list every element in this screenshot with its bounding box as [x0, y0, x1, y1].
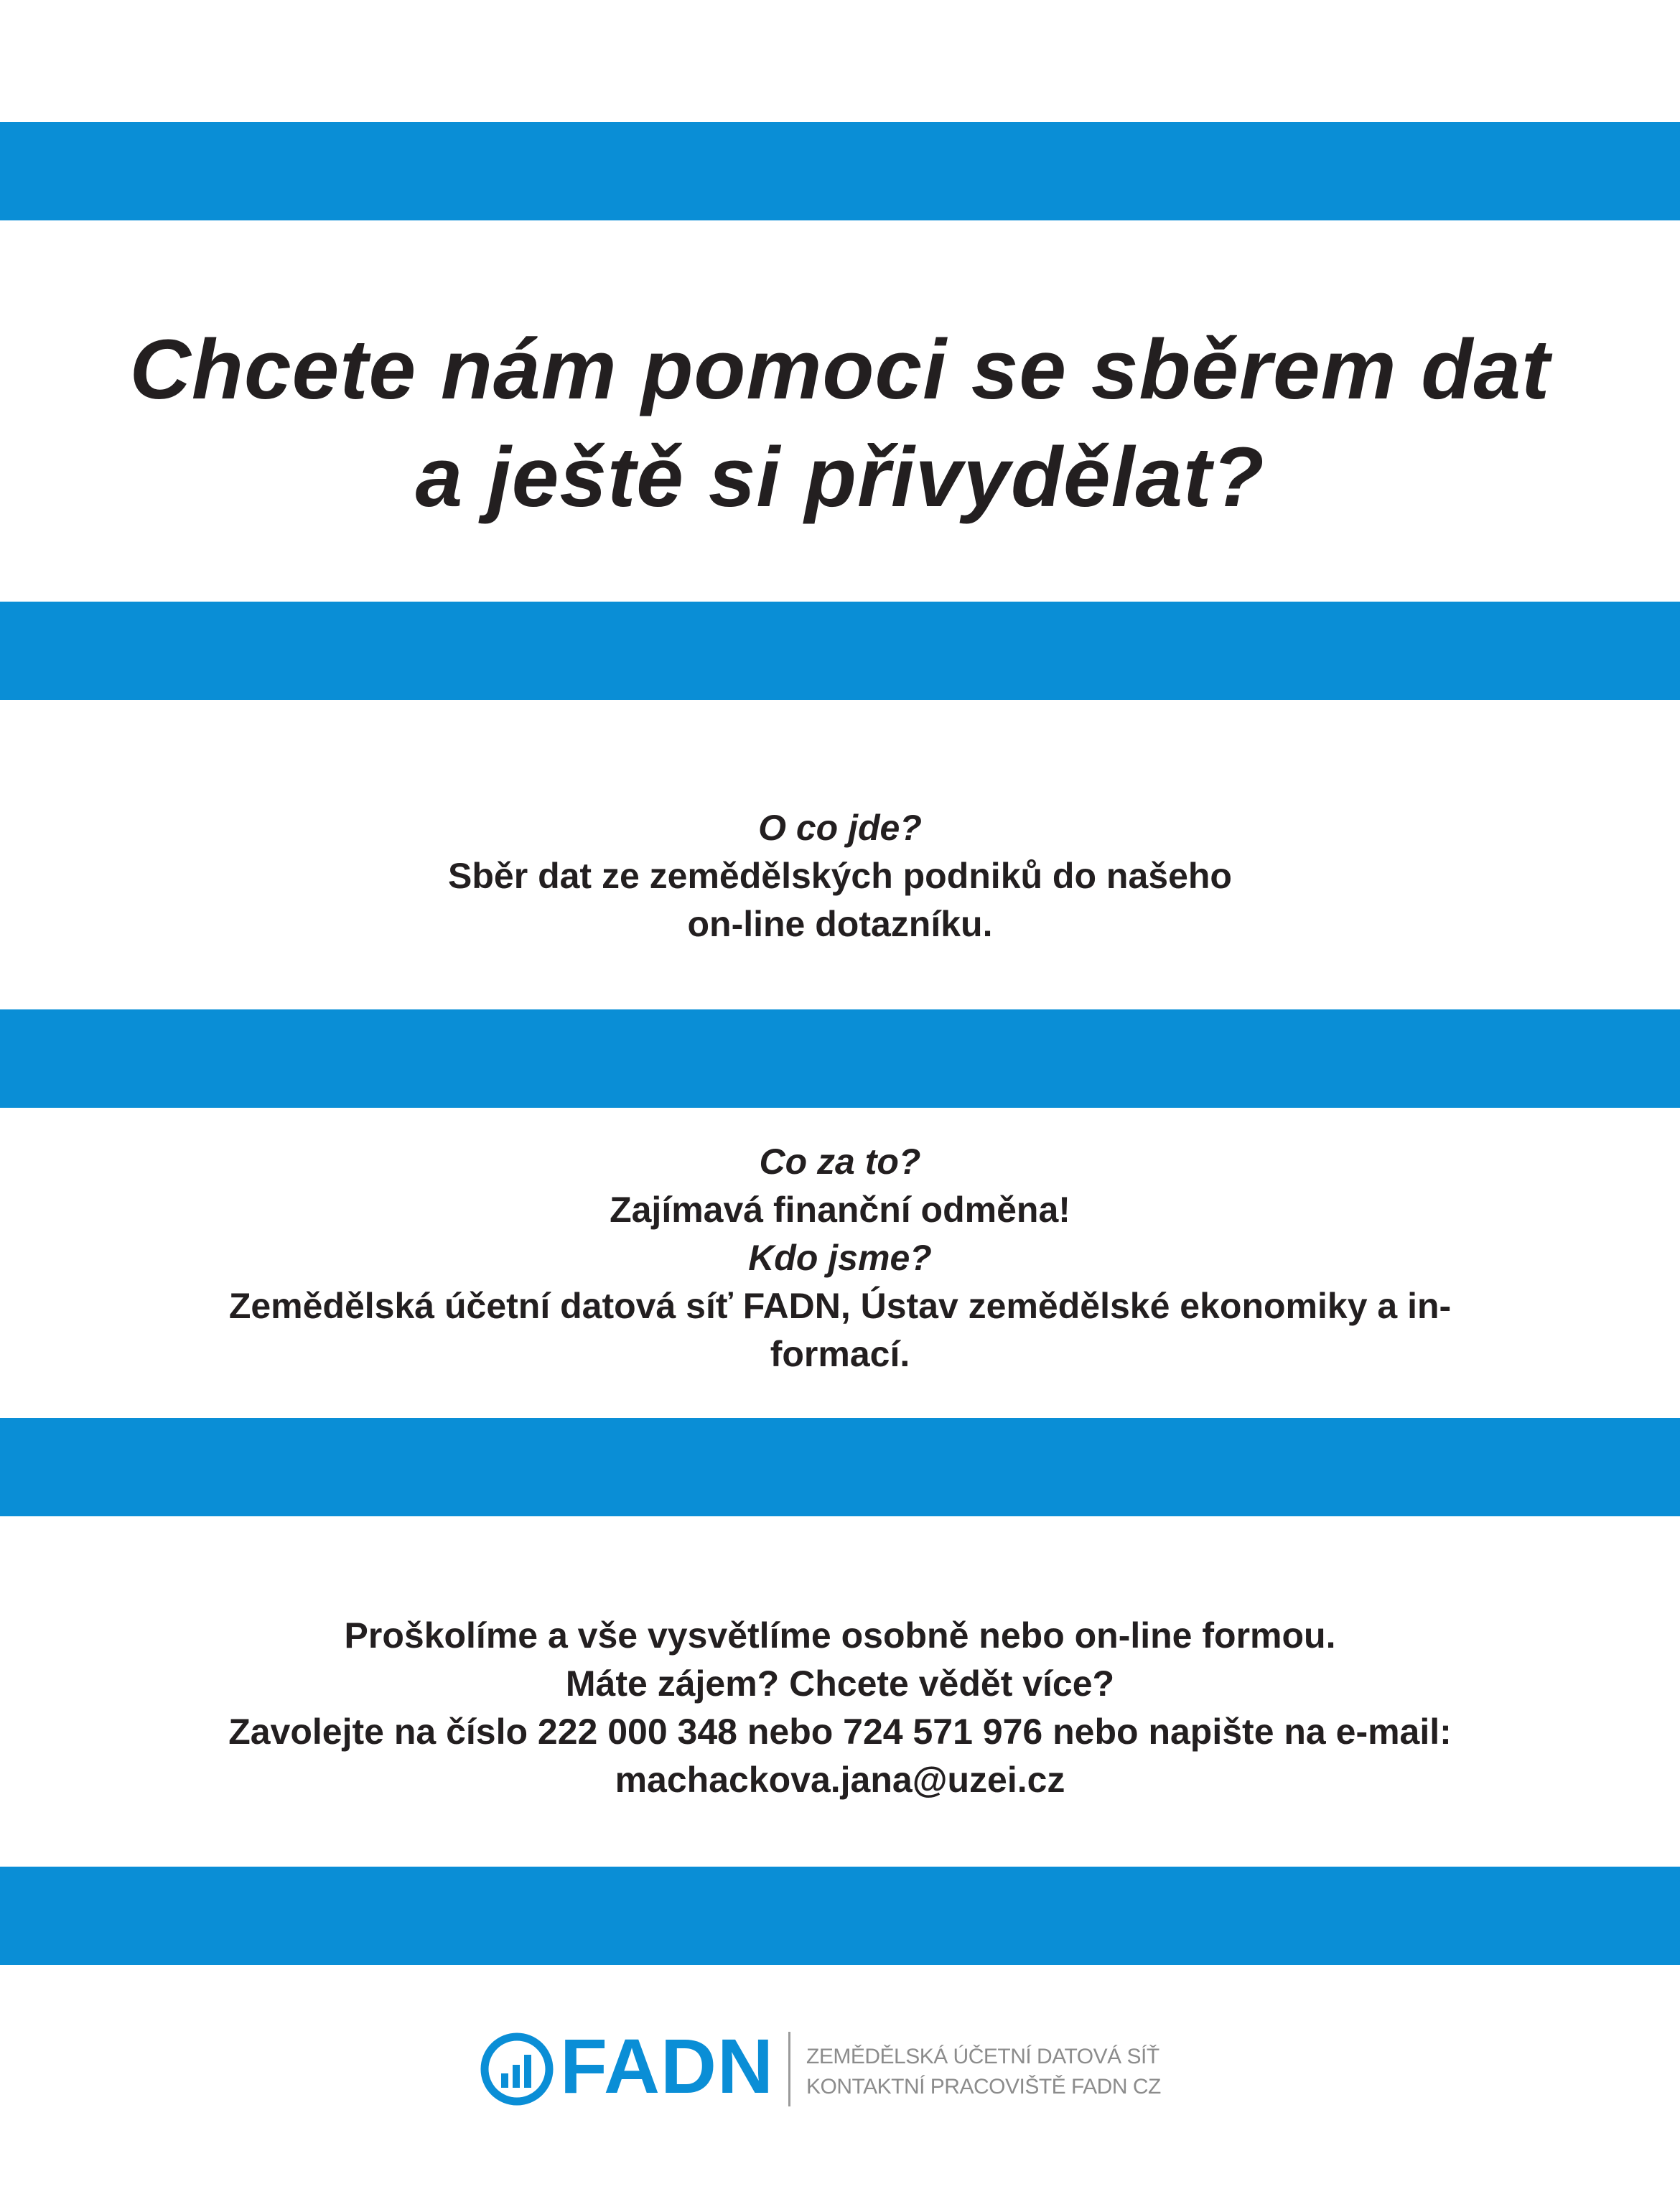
- fadn-logo: [480, 2022, 1198, 2109]
- logo-divider: [788, 2032, 790, 2106]
- headline: [0, 316, 1680, 531]
- logo-subtitle-line-1: ZEMĚDĚLSKÁ ÚČETNÍ DATOVÁ SÍŤ: [806, 2045, 1159, 2068]
- who-question: Kdo jsme?: [748, 1238, 932, 1278]
- about-line-1: Sběr dat ze zemědělských podniků do našeho: [448, 856, 1232, 896]
- contact-line-2: Máte zájem? Chcete vědět více?: [565, 1663, 1115, 1704]
- contact-section: [0, 1612, 1680, 1804]
- blue-band-2: [0, 602, 1680, 700]
- chart-circle-icon: [480, 2032, 554, 2106]
- about-question: O co jde?: [758, 808, 922, 848]
- about-section: [0, 804, 1680, 948]
- blue-band-top: [0, 122, 1680, 220]
- blue-band-bottom: [0, 1867, 1680, 1965]
- logo-wordmark: FADN: [560, 2022, 774, 2109]
- contact-email[interactable]: machackova.jana@uzei.cz: [615, 1760, 1065, 1800]
- who-line-1: Zemědělská účetní datová síť FADN, Ústav zemědělské ekonomiky a in-: [228, 1286, 1452, 1326]
- blue-band-3: [0, 1009, 1680, 1108]
- who-line-2: formací.: [770, 1334, 910, 1374]
- headline-line-1: Chcete nám pomoci se sběrem dat: [129, 322, 1551, 417]
- contact-line-1: Proškolíme a vše vysvětlíme osobně nebo on-line formou.: [344, 1615, 1336, 1656]
- contact-line-3: Zavolejte na číslo 222 000 348 nebo 724 571 976 nebo napište na e-mail:: [228, 1712, 1452, 1752]
- logo-subtitle: [806, 2042, 1161, 2102]
- logo-subtitle-line-2: KONTAKTNÍ PRACOVIŠTĚ FADN CZ: [806, 2075, 1161, 2099]
- about-line-2: on-line dotazníku.: [687, 904, 993, 944]
- headline-line-2: a ještě si přivydělat?: [415, 430, 1265, 525]
- blue-band-4: [0, 1418, 1680, 1516]
- reward-question: Co za to?: [759, 1142, 921, 1182]
- reward-section: [0, 1138, 1680, 1378]
- reward-answer: Zajímavá finanční odměna!: [610, 1190, 1070, 1230]
